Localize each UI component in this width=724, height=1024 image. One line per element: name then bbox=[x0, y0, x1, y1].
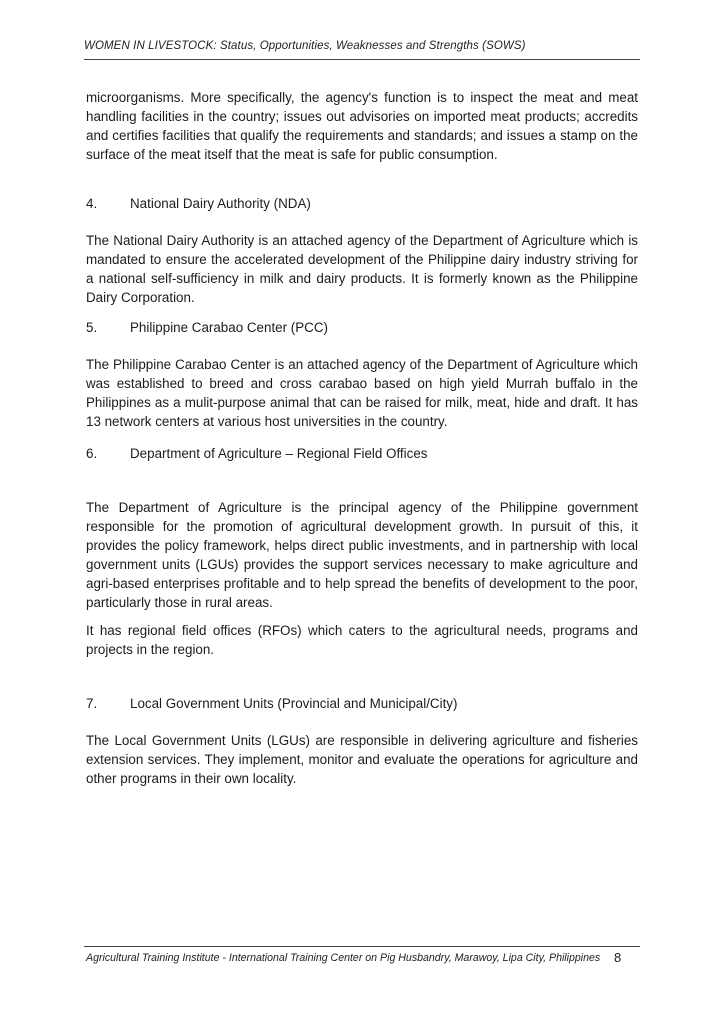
section-paragraph-pcc: The Philippine Carabao Center is an attached agency of the Department of Agriculture which was established to breed and cross carabao based on high yield Murrah buffalo in the Philippines as a mulit-purpose animal that can be raised for milk, meat, hide and draft. It has 13 network centers at various host universities in the country. bbox=[86, 357, 638, 429]
section-heading-da-rfo bbox=[86, 444, 638, 463]
section-number: 6. bbox=[86, 446, 98, 461]
running-header: WOMEN IN LIVESTOCK: Status, Opportunities, Weaknesses and Strengths (SOWS) bbox=[84, 40, 526, 52]
section-paragraph-lgu: The Local Government Units (LGUs) are responsible in delivering agriculture and fisheries extension services. They implement, monitor and evaluate the operations for agriculture and other programs in their own locality. bbox=[86, 733, 638, 786]
section-number: 4. bbox=[86, 196, 98, 211]
section-paragraph-da-2: It has regional field offices (RFOs) which caters to the agricultural needs, programs and projects in the region. bbox=[86, 623, 638, 657]
section-paragraph-da-1: The Department of Agriculture is the principal agency of the Philippine government responsible for the promotion of agricultural development growth. In pursuit of this, it provides the policy framework, helps direct public investments, and in partnership with local government units (LGUs) provides the support services necessary to make agriculture and agri-based enterprises profitable and to help spread the benefits of development to the poor, particularly those in rural areas. bbox=[86, 500, 638, 610]
footer-divider bbox=[84, 946, 640, 947]
section-heading-pcc bbox=[86, 318, 638, 337]
section-paragraph-nda: The National Dairy Authority is an attached agency of the Department of Agriculture which is mandated to ensure the accelerated development of the Philippine dairy industry striving for a national self-sufficiency in milk and dairy products. It is formerly known as the Philippine Dairy Corporation. bbox=[86, 233, 638, 305]
section-title: Department of Agriculture – Regional Field Offices bbox=[130, 446, 428, 461]
section-title: Philippine Carabao Center (PCC) bbox=[130, 320, 328, 335]
section-heading-lgu bbox=[86, 694, 638, 713]
section-number: 7. bbox=[86, 696, 98, 711]
header-divider bbox=[84, 59, 640, 60]
section-title: Local Government Units (Provincial and Municipal/City) bbox=[130, 696, 458, 711]
section-heading-nda bbox=[86, 194, 638, 213]
section-title: National Dairy Authority (NDA) bbox=[130, 196, 311, 211]
page-number: 8 bbox=[614, 950, 622, 965]
running-footer: Agricultural Training Institute - International Training Center on Pig Husbandry, Marawoy, Lipa City, Philippines bbox=[86, 952, 601, 964]
intro-paragraph: microorganisms. More specifically, the agency's function is to inspect the meat and meat handling facilities in the country; issues out advisories on imported meat products; accredits and certifies facilities that qualify the requirements and standards; and issues a stamp on the surface of the meat itself that the meat is safe for public consumption. bbox=[86, 90, 638, 162]
section-number: 5. bbox=[86, 320, 98, 335]
